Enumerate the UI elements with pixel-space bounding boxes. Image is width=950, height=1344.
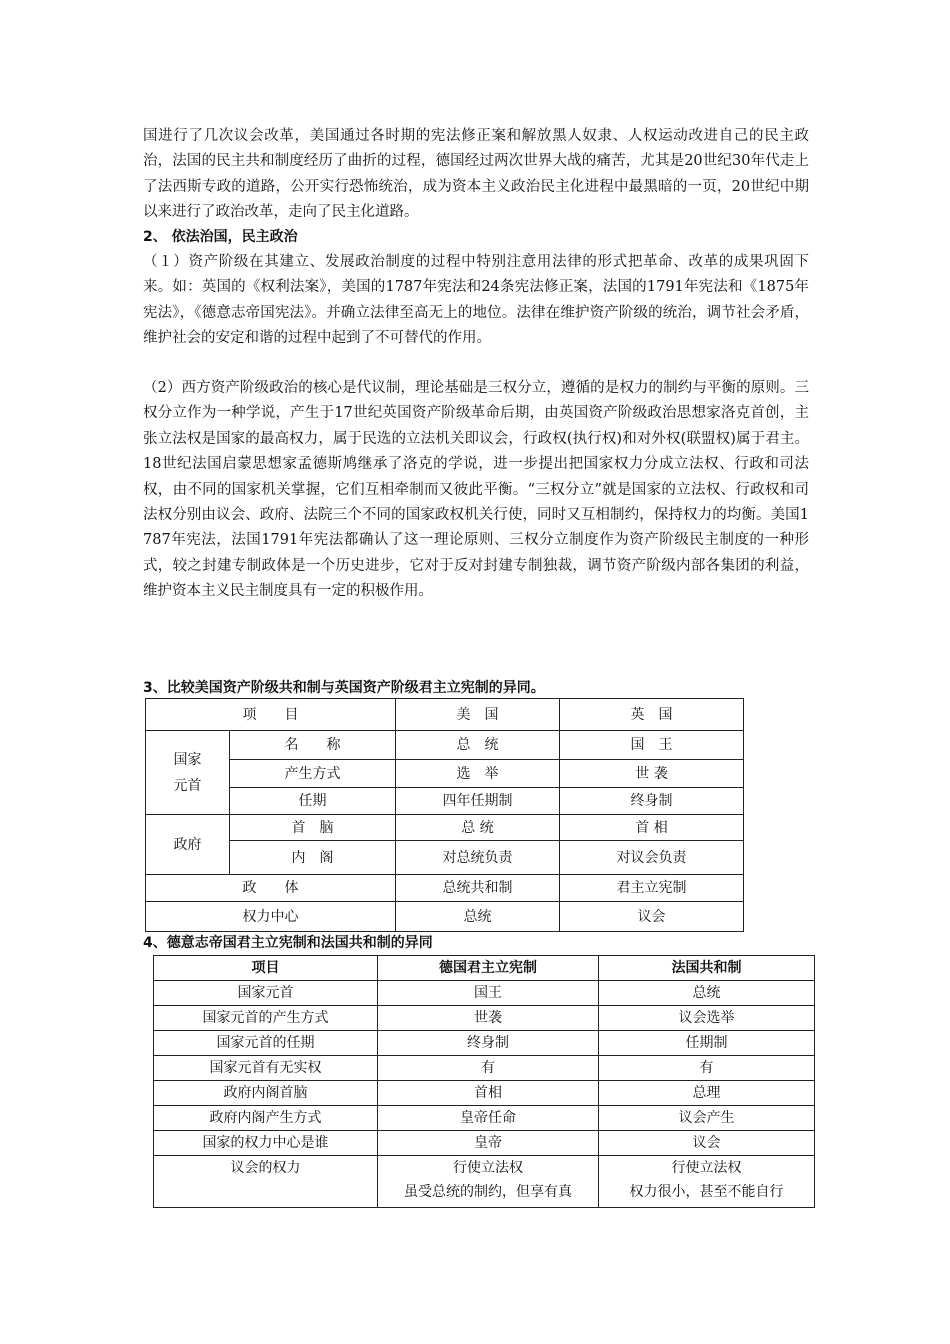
- table-row: [146, 841, 744, 875]
- table-row: [154, 1031, 815, 1056]
- cell-france: 有: [599, 1056, 815, 1081]
- table-row: [146, 875, 744, 902]
- row-label: 名 称: [230, 731, 396, 760]
- row-label: 国家元首: [154, 981, 378, 1006]
- table-row: [146, 760, 744, 788]
- cell-line: 虽受总统的制约，但享有真: [404, 1184, 572, 1200]
- cell-france: 议会: [599, 1131, 815, 1156]
- table-row: [154, 1056, 815, 1081]
- cell-germany: 首相: [378, 1081, 599, 1106]
- cell-france: 总理: [599, 1081, 815, 1106]
- table-row: [154, 1106, 815, 1131]
- cell-germany: 有: [378, 1056, 599, 1081]
- table2-title: 4、德意志帝国君主立宪制和法国共和制的异同: [143, 935, 433, 951]
- table1-title: 3、比较美国资产阶级共和制与英国资产阶级君主立宪制的异同。: [143, 680, 545, 696]
- table-row: [146, 731, 744, 760]
- cell-france: [599, 1156, 815, 1208]
- row-label: 政府内阁产生方式: [154, 1106, 378, 1131]
- cell-germany: 皇帝: [378, 1131, 599, 1156]
- cell-uk: 终身制: [560, 788, 744, 815]
- table-row: [146, 788, 744, 815]
- header-uk: 英 国: [560, 699, 744, 731]
- table-row: [154, 1006, 815, 1031]
- header-item: 项 目: [146, 699, 396, 731]
- cell-uk: 对议会负责: [560, 841, 744, 875]
- row-label: 任期: [230, 788, 396, 815]
- group-head-of-state: 国家元首: [146, 731, 230, 815]
- table-header-row: [146, 699, 744, 731]
- table-row: [154, 1081, 815, 1106]
- cell-us: 对总统负责: [396, 841, 560, 875]
- cell-germany: 国王: [378, 981, 599, 1006]
- cell-germany: 终身制: [378, 1031, 599, 1056]
- row-label: 产生方式: [230, 760, 396, 788]
- group-government: 政府: [146, 815, 230, 875]
- cell-line: 权力很小，甚至不能自行: [629, 1184, 784, 1200]
- cell-us: 选 举: [396, 760, 560, 788]
- row-label: 国家元首的任期: [154, 1031, 378, 1056]
- cell-us: 总统共和制: [396, 875, 560, 902]
- row-label: 国家的权力中心是谁: [154, 1131, 378, 1156]
- paragraph-law-consolidation: （１）资产阶级在其建立、发展政治制度的过程中特别注意用法律的形式把革命、改革的成果巩固下来。如：英国的《权利法案》，美国的1787年宪法和24条宪法修正案，法国的1791年宪法和《1875年宪法》，《德意志帝国宪法》。并确立法律至高无上的地位。法律在维护资产阶级的统治，调节社会矛盾，维护社会的安定和谐的过程中起到了不可替代的作用。: [143, 254, 809, 347]
- table-header-row: [154, 956, 815, 981]
- cell-france: 议会选举: [599, 1006, 815, 1031]
- row-label: 权力中心: [146, 902, 396, 932]
- cell-france: 总统: [599, 981, 815, 1006]
- row-label: 政府内阁首脑: [154, 1081, 378, 1106]
- cell-uk: 首 相: [560, 815, 744, 841]
- cell-uk: 议会: [560, 902, 744, 932]
- germany-france-comparison-table: [153, 955, 815, 1208]
- cell-us: 总统: [396, 902, 560, 932]
- row-label: 国家元首有无实权: [154, 1056, 378, 1081]
- row-label: 议会的权力: [154, 1156, 378, 1208]
- paragraph-democratization: 国进行了几次议会改革，美国通过各时期的宪法修正案和解放黑人奴隶、人权运动改进自己的民主政治，法国的民主共和制度经历了曲折的过程，德国经过两次世界大战的痛苦，尤其是20世纪30年代走上了法西斯专政的道路，公开实行恐怖统治，成为资本主义政治民主化进程中最黑暗的一页，20世纪中期以来进行了政治改革，走向了民主化道路。: [143, 128, 809, 221]
- cell-line: 行使立法权: [453, 1160, 523, 1176]
- cell-france: 议会产生: [599, 1106, 815, 1131]
- header-item: 项目: [154, 956, 378, 981]
- row-label: 内 阁: [230, 841, 396, 875]
- table-row: [154, 1156, 815, 1208]
- cell-us: 四年任期制: [396, 788, 560, 815]
- cell-uk: 世 袭: [560, 760, 744, 788]
- row-label: 国家元首的产生方式: [154, 1006, 378, 1031]
- row-label: 政 体: [146, 875, 396, 902]
- cell-germany: [378, 1156, 599, 1208]
- cell-germany: 世袭: [378, 1006, 599, 1031]
- cell-line: 行使立法权: [671, 1160, 742, 1176]
- table-row: [146, 815, 744, 841]
- cell-uk: 国 王: [560, 731, 744, 760]
- table-row: [154, 981, 815, 1006]
- paragraph-separation-of-powers: （2）西方资产阶级政治的核心是代议制，理论基础是三权分立，遵循的是权力的制约与平衡的原则。三权分立作为一种学说，产生于17世纪英国资产阶级革命后期，由英国资产阶级政治思想家洛克首创，主张立法权是国家的最高权力，属于民选的立法机关即议会，行政权(执行权)和对外权(联盟权)属于君主。18世纪法国启蒙思想家孟德斯鸠继承了洛克的学说，进一步提出把国家权力分成立法权、行政和司法权，由不同的国家机关掌握，它们互相牵制而又彼此平衡。“三权分立”就是国家的立法权、行政权和司法权分别由议会、政府、法院三个不同的国家政权机关行使，同时又互相制约，保持权力的均衡。美国1787年宪法，法国1791年宪法都确认了这一理论原则、三权分立制度作为资产阶级民主制度的一种形式，较之封建专制政体是一个历史进步，它对于反对封建专制独裁，调节资产阶级内部各集团的利益，维护资本主义民主制度具有一定的积极作用。: [143, 380, 809, 600]
- cell-germany: 皇帝任命: [378, 1106, 599, 1131]
- header-us: 美 国: [396, 699, 560, 731]
- us-uk-comparison-table: [145, 698, 744, 932]
- row-label: 首 脑: [230, 815, 396, 841]
- table-row: [146, 902, 744, 932]
- header-germany: 德国君主立宪制: [378, 956, 599, 981]
- table-row: [154, 1131, 815, 1156]
- cell-us: 总 统: [396, 731, 560, 760]
- cell-france: 任期制: [599, 1031, 815, 1056]
- header-france: 法国共和制: [599, 956, 815, 981]
- cell-uk: 君主立宪制: [560, 875, 744, 902]
- cell-us: 总 统: [396, 815, 560, 841]
- section-heading-rule-of-law: 2、 依法治国，民主政治: [143, 229, 298, 245]
